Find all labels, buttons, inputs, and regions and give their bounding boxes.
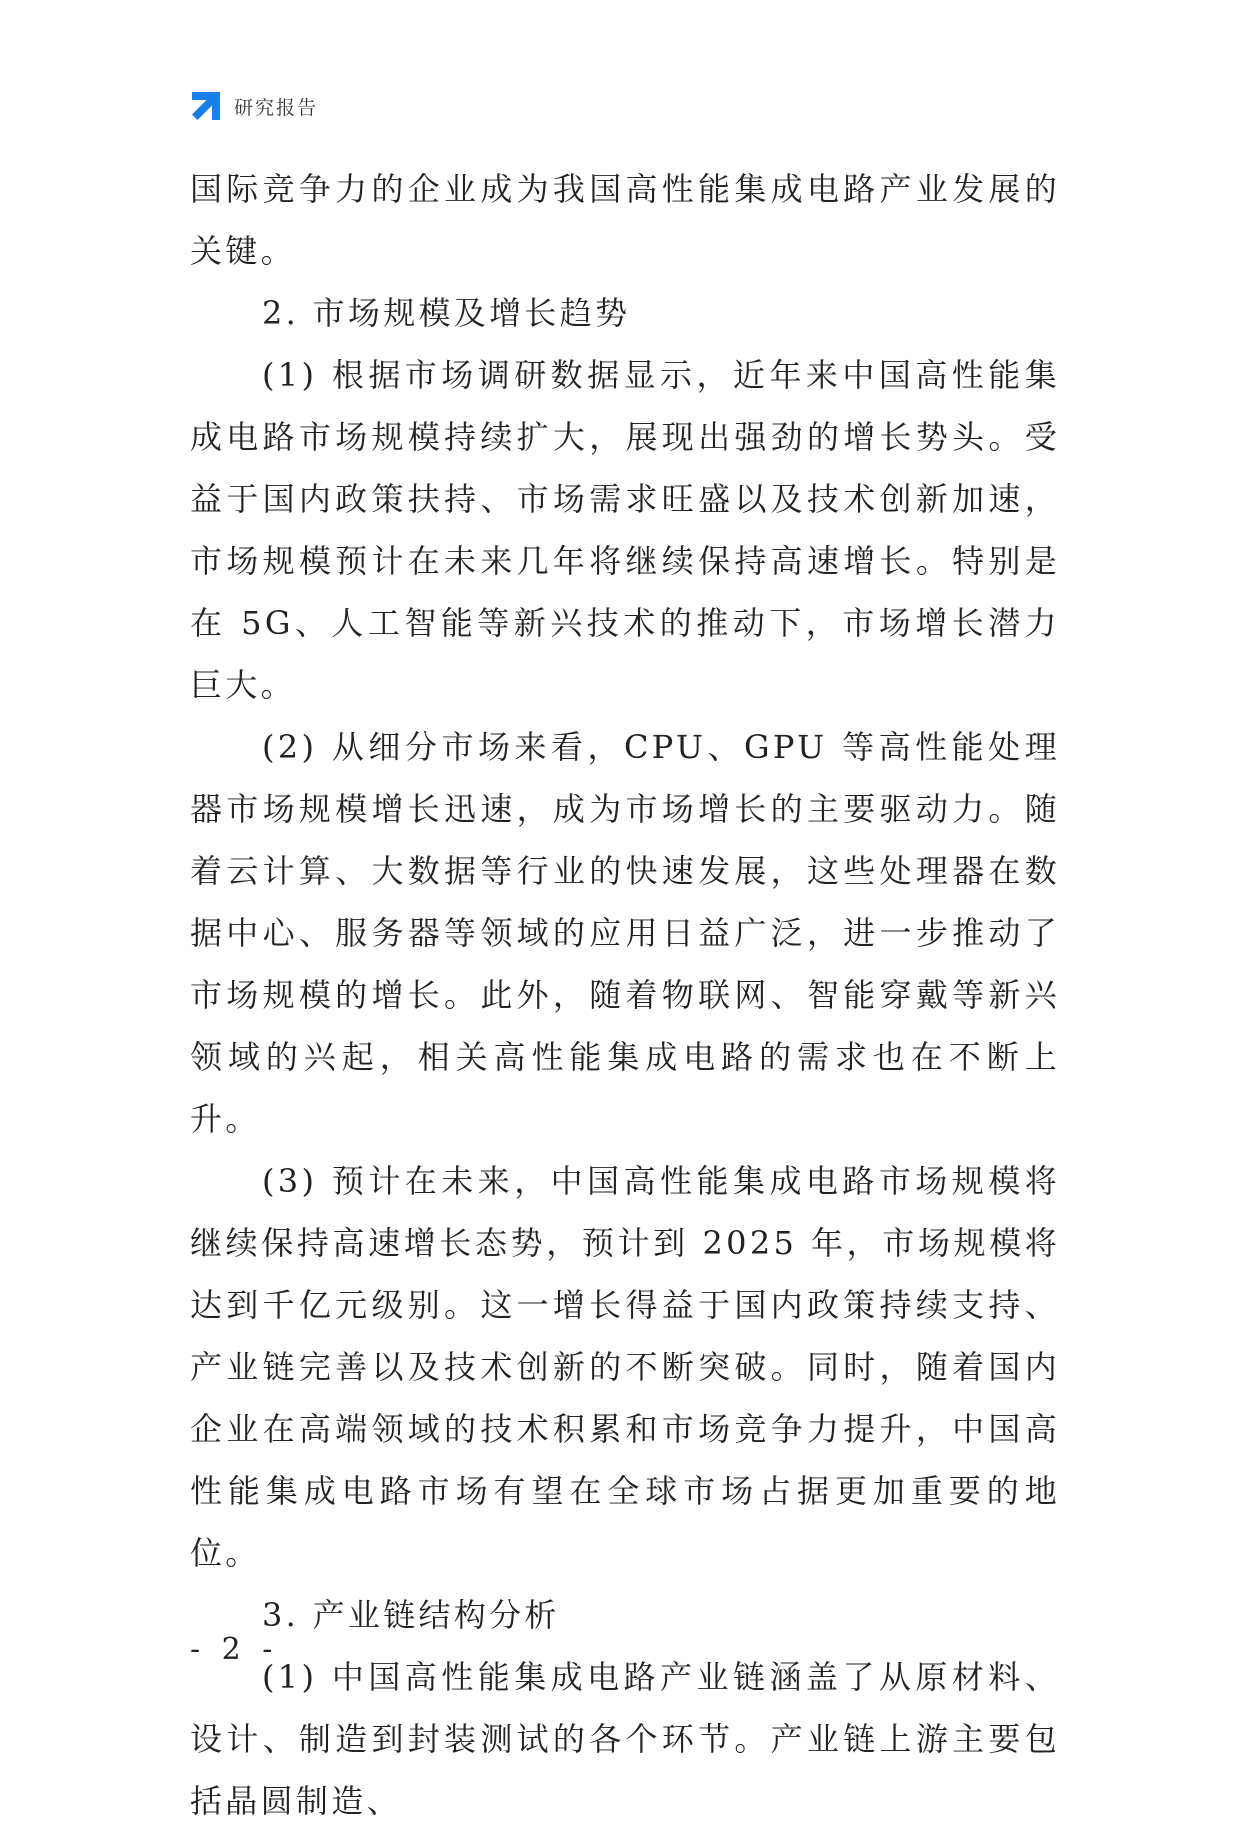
- paragraph-chain-1: (1) 中国高性能集成电路产业链涵盖了从原材料、设计、制造到封装测试的各个环节。产业链上游主要包括晶圆制造、: [190, 1658, 1060, 1820]
- arrow-up-right-icon: [190, 90, 222, 122]
- section-heading-industry-chain: 3. 产业链结构分析: [262, 1596, 560, 1634]
- paragraph-market-2: (2) 从细分市场来看，CPU、GPU 等高性能处理器市场规模增长迅速，成为市场增长的主要驱动力。随着云计算、大数据等行业的快速发展，这些处理器在数据中心、服务器等领域的应用日益广泛，进一步推动了市场规模的增长。此外，随着物联网、智能穿戴等新兴领域的兴起，相关高性能集成电路的需求也在不断上升。: [190, 728, 1060, 1138]
- report-label: 研究报告: [234, 96, 319, 119]
- paragraph-market-3: (3) 预计在未来，中国高性能集成电路市场规模将继续保持高速增长态势，预计到 2025 年，市场规模将达到千亿元级别。这一增长得益于国内政策持续支持、产业链完善以及技术创新的不断突破。同时，随着国内企业在高端领域的技术积累和市场竞争力提升，中国高性能集成电路市场有望在全球市场占据更加重要的地位。: [190, 1162, 1060, 1572]
- paragraph-continuation: 国际竞争力的企业成为我国高性能集成电路产业发展的关键。: [190, 170, 1060, 270]
- section-heading-market-size: 2. 市场规模及增长趋势: [262, 294, 631, 332]
- page-header: [190, 88, 318, 124]
- paragraph-market-1: (1) 根据市场调研数据显示，近年来中国高性能集成电路市场规模持续扩大，展现出强劲的增长势头。受益于国内政策扶持、市场需求旺盛以及技术创新加速，市场规模预计在未来几年将继续保持高速增长。特别是在 5G、人工智能等新兴技术的推动下，市场增长潜力巨大。: [190, 356, 1060, 704]
- document-body: [190, 158, 1060, 1832]
- page-number: - 2 -: [190, 1632, 279, 1667]
